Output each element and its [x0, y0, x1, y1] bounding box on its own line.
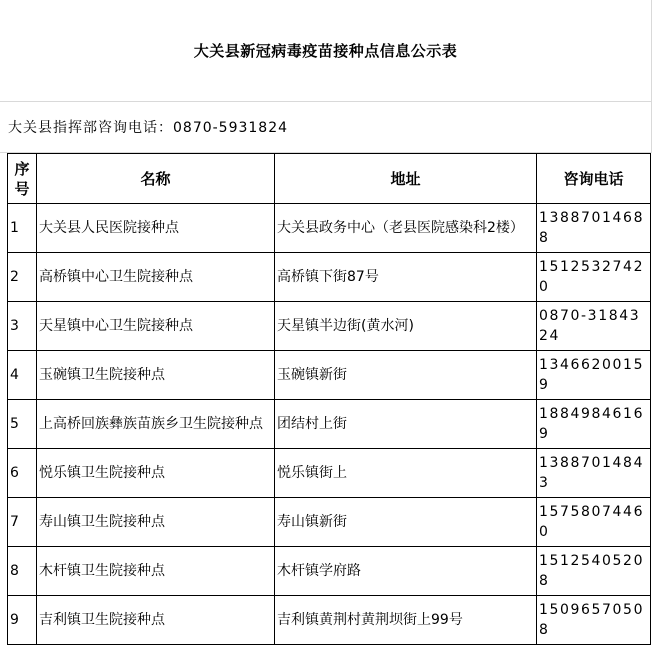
table-row	[8, 498, 651, 547]
cell-no[interactable]: 2	[8, 253, 37, 302]
cell-name[interactable]: 吉利镇卫生院接种点	[37, 596, 275, 645]
cell-address[interactable]: 木杆镇学府路	[275, 547, 537, 596]
cell-no[interactable]: 5	[8, 400, 37, 449]
cell-address[interactable]: 吉利镇黄荆村黄荆坝街上99号	[275, 596, 537, 645]
table-row	[8, 449, 651, 498]
cell-phone[interactable]: 15758074460	[537, 498, 651, 547]
cell-no[interactable]: 8	[8, 547, 37, 596]
cell-phone[interactable]: 15125405208	[537, 547, 651, 596]
table-row	[8, 596, 651, 645]
cell-address[interactable]: 寿山镇新街	[275, 498, 537, 547]
cell-no[interactable]: 1	[8, 204, 37, 253]
cell-name[interactable]: 悦乐镇卫生院接种点	[37, 449, 275, 498]
vaccination-sites-table	[7, 153, 651, 645]
cell-address[interactable]: 高桥镇下街87号	[275, 253, 537, 302]
cell-phone[interactable]: 15096570508	[537, 596, 651, 645]
cell-address[interactable]: 悦乐镇街上	[275, 449, 537, 498]
page-title: 大关县新冠病毒疫苗接种点信息公示表	[193, 42, 458, 60]
table-row	[8, 547, 651, 596]
hotline-text: 大关县指挥部咨询电话：0870-5931824	[8, 120, 289, 136]
cell-name[interactable]: 高桥镇中心卫生院接种点	[37, 253, 275, 302]
cell-name[interactable]: 寿山镇卫生院接种点	[37, 498, 275, 547]
cell-name[interactable]: 木杆镇卫生院接种点	[37, 547, 275, 596]
cell-address[interactable]: 大关县政务中心（老县医院感染科2楼）	[275, 204, 537, 253]
cell-phone[interactable]: 13887014688	[537, 204, 651, 253]
table-row	[8, 204, 651, 253]
cell-phone[interactable]: 0870-3184324	[537, 302, 651, 351]
cell-no[interactable]: 3	[8, 302, 37, 351]
cell-name[interactable]: 上高桥回族彝族苗族乡卫生院接种点	[37, 400, 275, 449]
cell-phone[interactable]: 18849846169	[537, 400, 651, 449]
table-row	[8, 302, 651, 351]
table-row	[8, 400, 651, 449]
table-row	[8, 253, 651, 302]
table-header-row	[8, 154, 651, 204]
table-row	[8, 351, 651, 400]
cell-no[interactable]: 6	[8, 449, 37, 498]
cell-name[interactable]: 玉碗镇卫生院接种点	[37, 351, 275, 400]
cell-no[interactable]: 4	[8, 351, 37, 400]
cell-phone[interactable]: 13887014843	[537, 449, 651, 498]
header-name[interactable]: 名称	[37, 154, 275, 204]
hotline-cell[interactable]	[0, 102, 652, 153]
cell-address[interactable]: 团结村上街	[275, 400, 537, 449]
title-cell[interactable]	[0, 0, 652, 102]
cell-phone[interactable]: 15125327420	[537, 253, 651, 302]
cell-address[interactable]: 玉碗镇新街	[275, 351, 537, 400]
cell-no[interactable]: 9	[8, 596, 37, 645]
cell-phone[interactable]: 13466200159	[537, 351, 651, 400]
header-phone[interactable]: 咨询电话	[537, 154, 651, 204]
cell-no[interactable]: 7	[8, 498, 37, 547]
cell-address[interactable]: 天星镇半边街(黄水河)	[275, 302, 537, 351]
cell-name[interactable]: 大关县人民医院接种点	[37, 204, 275, 253]
header-address[interactable]: 地址	[275, 154, 537, 204]
cell-name[interactable]: 天星镇中心卫生院接种点	[37, 302, 275, 351]
header-no[interactable]: 序号	[8, 154, 37, 204]
